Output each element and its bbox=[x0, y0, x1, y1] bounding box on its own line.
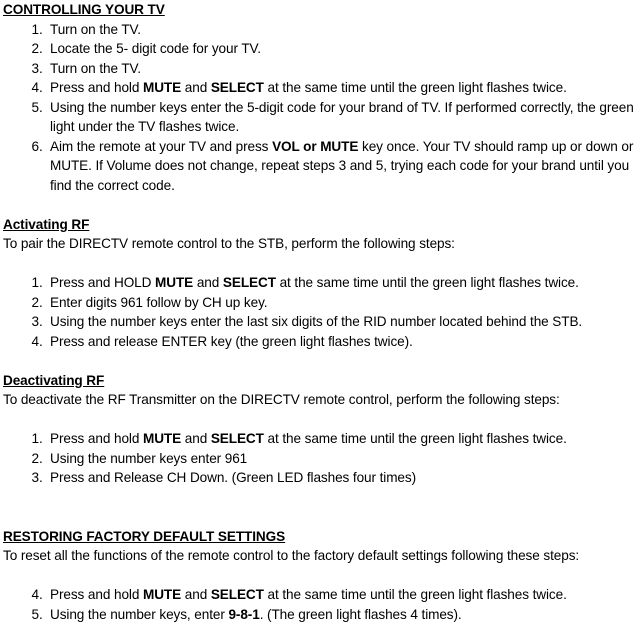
step-text: Turn on the TV. bbox=[50, 21, 141, 37]
bold-key-label: MUTE bbox=[142, 80, 182, 95]
steps-list bbox=[3, 429, 640, 488]
section-heading: Deactivating RF bbox=[3, 372, 105, 388]
steps-list bbox=[3, 273, 640, 351]
spacer bbox=[3, 566, 640, 586]
section-heading: CONTROLLING YOUR TV bbox=[3, 2, 165, 17]
step-number: 5. bbox=[31, 606, 43, 622]
bold-key-label: MUTE bbox=[142, 431, 182, 446]
step-number: 1. bbox=[31, 275, 43, 290]
list-item bbox=[3, 78, 640, 98]
step-text: Enter digits 961 follow by CH up key. bbox=[50, 294, 268, 310]
section-controlling bbox=[3, 0, 640, 195]
bold-key-label: MUTE bbox=[142, 587, 182, 602]
list-item bbox=[3, 332, 640, 352]
step-text: Press and hold MUTE and SELECT at the same time until the green light flashes twice. bbox=[50, 431, 567, 446]
step-text: Using the number keys enter the 5-digit code for your brand of TV. If performed correctly, the green light under the TV flashes twice. bbox=[50, 99, 634, 134]
list-item bbox=[3, 293, 640, 313]
step-text: Press and hold MUTE and SELECT at the same time until the green light flashes twice. bbox=[50, 587, 567, 602]
section-intro: To reset all the functions of the remote control to the factory default settings following these steps: bbox=[3, 548, 580, 563]
step-number: 2. bbox=[31, 41, 43, 56]
list-item bbox=[3, 312, 640, 332]
list-item bbox=[3, 137, 640, 196]
step-number: 1. bbox=[31, 431, 43, 446]
section-activating-rf bbox=[3, 215, 640, 352]
bold-key-label: SELECT bbox=[222, 275, 276, 290]
step-number: 3. bbox=[31, 60, 43, 76]
list-item bbox=[3, 20, 640, 40]
spacer bbox=[3, 195, 640, 215]
steps-list bbox=[3, 585, 640, 624]
steps-list bbox=[3, 20, 640, 196]
list-item bbox=[3, 429, 640, 449]
step-text: Using the number keys enter 961 bbox=[50, 450, 248, 466]
step-text: Using the number keys, enter 9-8-1. (The green light flashes 4 times). bbox=[50, 606, 462, 622]
step-text: Press and Release CH Down. (Green LED flashes four times) bbox=[50, 470, 417, 485]
step-number: 2. bbox=[31, 450, 43, 466]
step-number: 4. bbox=[31, 333, 43, 349]
section-heading: RESTORING FACTORY DEFAULT SETTINGS bbox=[3, 528, 286, 544]
step-number: 3. bbox=[31, 470, 43, 485]
section-intro: To deactivate the RF Transmitter on the DIRECTV remote control, perform the following steps: bbox=[3, 392, 560, 407]
step-text: Press and release ENTER key (the green light flashes twice). bbox=[50, 333, 413, 349]
step-text: Locate the 5- digit code for your TV. bbox=[50, 41, 261, 56]
list-item bbox=[3, 39, 640, 59]
spacer bbox=[3, 351, 640, 371]
step-number: 4. bbox=[31, 587, 43, 602]
spacer bbox=[3, 488, 640, 527]
step-text: Press and HOLD MUTE and SELECT at the same time until the green light flashes twice. bbox=[50, 275, 579, 290]
bold-key-label: SELECT bbox=[210, 80, 264, 95]
spacer bbox=[3, 410, 640, 430]
section-restoring-defaults bbox=[3, 527, 640, 625]
step-number: 1. bbox=[31, 21, 43, 37]
spacer bbox=[3, 254, 640, 274]
step-number: 6. bbox=[31, 138, 43, 154]
step-number: 5. bbox=[31, 99, 43, 115]
section-heading: Activating RF bbox=[3, 216, 90, 232]
list-item bbox=[3, 59, 640, 79]
list-item bbox=[3, 98, 640, 137]
step-number: 4. bbox=[31, 80, 43, 95]
section-deactivating-rf bbox=[3, 371, 640, 488]
list-item bbox=[3, 605, 640, 625]
list-item bbox=[3, 468, 640, 488]
bold-key-label: SELECT bbox=[210, 587, 264, 602]
step-text: Aim the remote at your TV and press VOL or MUTE key once. Your TV should ramp up or down or MUTE. If Volume does not change, repeat steps 3 and 5, trying each code for your brand until you find the correct code. bbox=[50, 138, 634, 193]
bold-key-label: 9-8-1 bbox=[228, 606, 260, 622]
step-number: 2. bbox=[31, 294, 43, 310]
list-item bbox=[3, 273, 640, 293]
step-text: Turn on the TV. bbox=[50, 60, 141, 76]
step-text: Using the number keys enter the last six digits of the RID number located behind the STB. bbox=[50, 314, 583, 329]
bold-key-label: MUTE bbox=[155, 275, 194, 290]
step-text: Press and hold MUTE and SELECT at the same time until the green light flashes twice. bbox=[50, 80, 567, 95]
list-item bbox=[3, 585, 640, 605]
step-number: 3. bbox=[31, 314, 43, 329]
bold-key-label: VOL or MUTE bbox=[272, 138, 359, 154]
bold-key-label: SELECT bbox=[210, 431, 264, 446]
list-item bbox=[3, 449, 640, 469]
section-intro: To pair the DIRECTV remote control to the STB, perform the following steps: bbox=[3, 236, 455, 251]
